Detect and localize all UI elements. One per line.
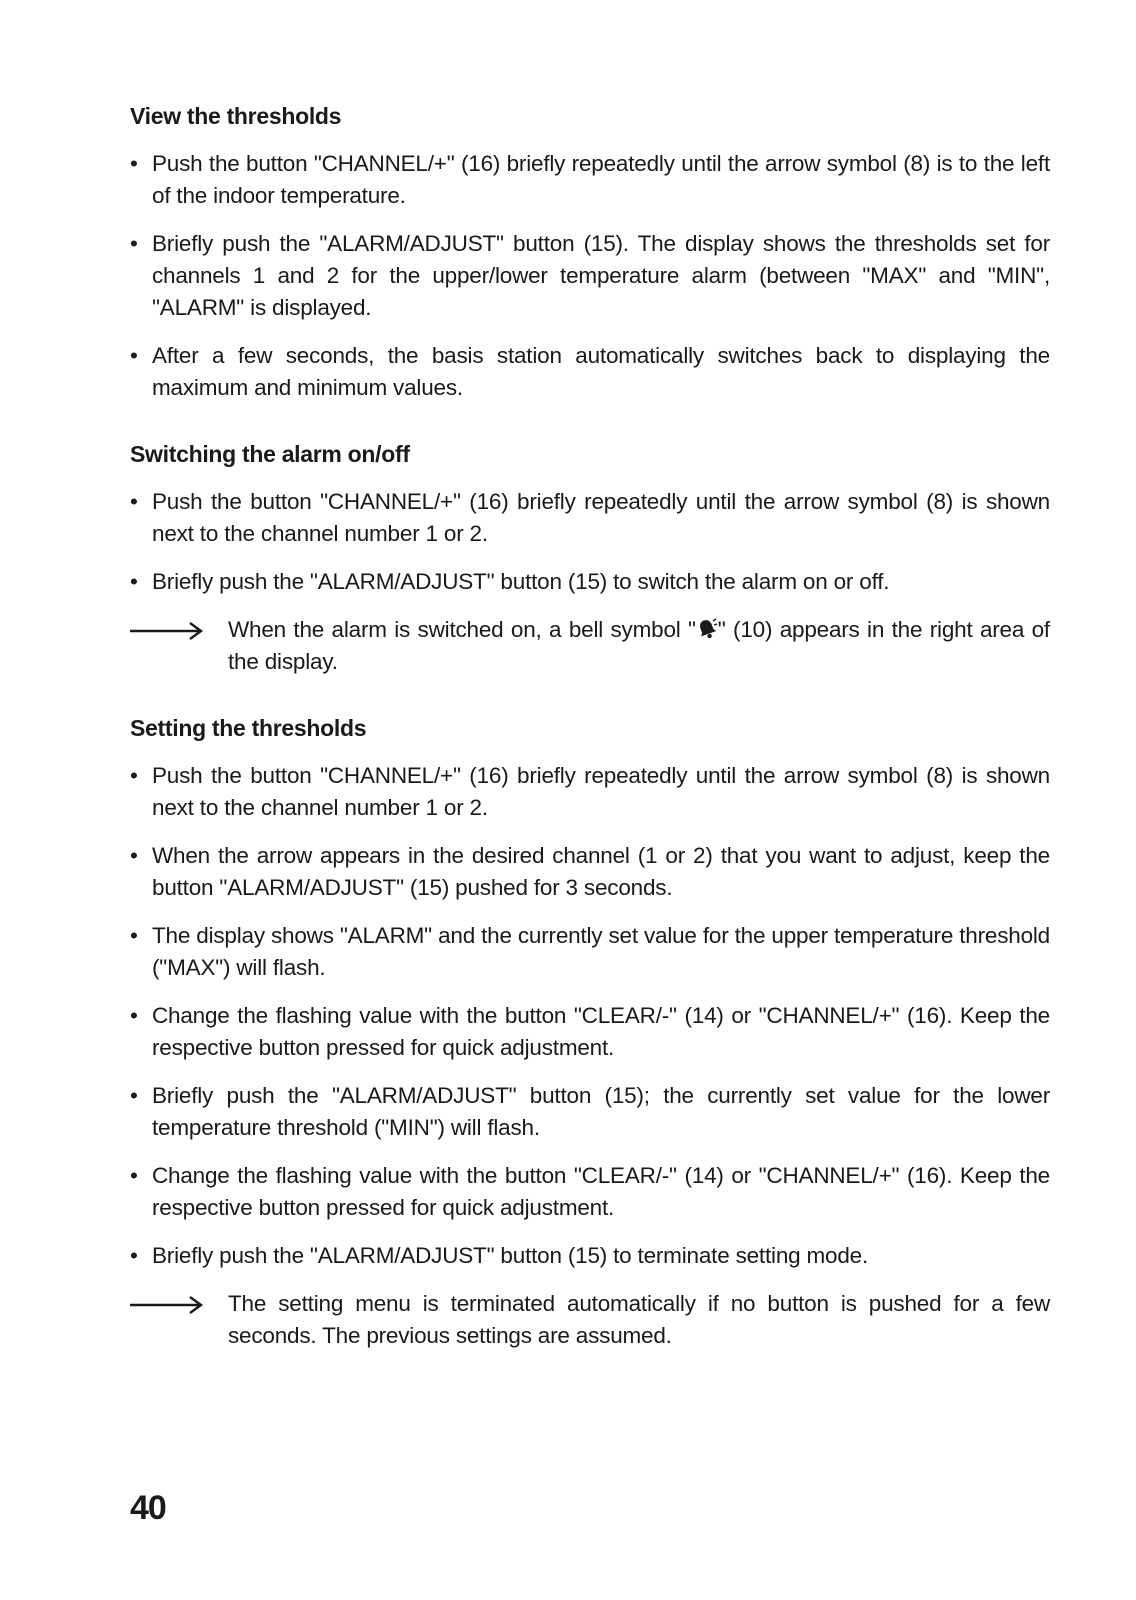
list-item-text: Change the flashing value with the button "CLEAR/-" (14) or "CHANNEL/+" (16). Keep the respective button pressed for quick adjustment. [152,1163,1050,1220]
list-item [130,1160,1050,1224]
list-item-text: When the arrow appears in the desired channel (1 or 2) that you want to adjust, keep the button "ALARM/ADJUST" (15) pushed for 3 seconds. [152,843,1050,900]
list-item-text: The display shows "ALARM" and the currently set value for the upper temperature threshold ("MAX") will flash. [152,923,1050,980]
bullet-marker: • [130,843,138,868]
list-item [130,760,1050,824]
bullet-marker: • [130,763,138,788]
list-item [130,920,1050,984]
bell-icon [697,618,717,640]
list-item [130,486,1050,550]
bullet-marker: • [130,1163,138,1188]
arrow-right-icon [130,1296,204,1314]
list-item-text: Push the button "CHANNEL/+" (16) briefly repeatedly until the arrow symbol (8) is to the left of the indoor temperature. [152,151,1050,208]
bullet-marker: • [130,1243,138,1268]
section-view-thresholds [130,100,1050,404]
bullet-marker: • [130,1003,138,1028]
arrow-right-icon [130,622,204,640]
bullet-list [130,760,1050,1272]
list-item-text: After a few seconds, the basis station automatically switches back to displaying the maximum and minimum values. [152,343,1050,400]
bullet-marker: • [130,1083,138,1108]
section-alarm-on-off [130,438,1050,678]
note-text-before: When the alarm is switched on, a bell symbol " [228,617,696,642]
list-item-text: Briefly push the "ALARM/ADJUST" button (15); the currently set value for the lower temperature threshold ("MIN") will flash. [152,1083,1050,1140]
bullet-marker: • [130,343,138,368]
list-item [130,340,1050,404]
page-number: 40 [130,1489,166,1527]
list-item-text: Push the button "CHANNEL/+" (16) briefly repeatedly until the arrow symbol (8) is shown next to the channel number 1 or 2. [152,489,1050,546]
note [130,1288,1050,1352]
list-item [130,840,1050,904]
bullet-marker: • [130,151,138,176]
section-heading: View the thresholds [130,103,342,129]
list-item [130,1240,1050,1272]
section-setting-thresholds [130,712,1050,1352]
list-item [130,1080,1050,1144]
note-text-after: " (10) appears in the right area of the display. [228,617,1050,674]
bullet-marker: • [130,231,138,256]
list-item [130,1000,1050,1064]
bullet-list [130,486,1050,598]
section-heading: Switching the alarm on/off [130,441,410,467]
list-item-text: Briefly push the "ALARM/ADJUST" button (15) to switch the alarm on or off. [152,569,890,594]
list-item [130,566,1050,598]
list-item-text: Push the button "CHANNEL/+" (16) briefly repeatedly until the arrow symbol (8) is shown next to the channel number 1 or 2. [152,763,1050,820]
bullet-marker: • [130,489,138,514]
page-content [130,100,1050,1352]
list-item-text: Briefly push the "ALARM/ADJUST" button (15) to terminate setting mode. [152,1243,869,1268]
note-text: The setting menu is terminated automatically if no button is pushed for a few seconds. The previous settings are assumed. [228,1291,1050,1348]
bullet-marker: • [130,569,138,594]
section-heading: Setting the thresholds [130,715,367,741]
list-item-text: Change the flashing value with the button "CLEAR/-" (14) or "CHANNEL/+" (16). Keep the respective button pressed for quick adjustment. [152,1003,1050,1060]
list-item-text: Briefly push the "ALARM/ADJUST" button (15). The display shows the thresholds set for channels 1 and 2 for the upper/lower temperature alarm (between "MAX" and "MIN", "ALARM" is displayed. [152,231,1050,320]
bullet-list [130,148,1050,404]
list-item [130,228,1050,324]
note [130,614,1050,678]
bullet-marker: • [130,923,138,948]
list-item [130,148,1050,212]
